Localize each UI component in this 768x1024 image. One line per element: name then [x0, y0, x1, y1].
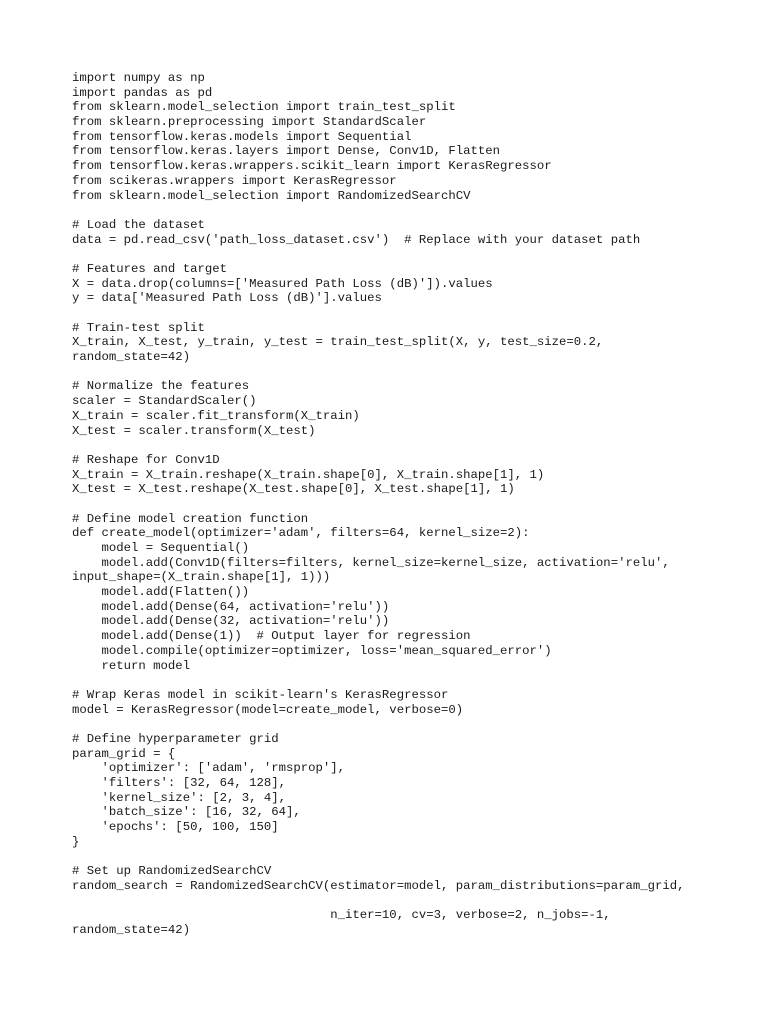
code-line: [72, 849, 685, 864]
code-line: # Features and target: [72, 261, 227, 276]
code-line: # Set up RandomizedSearchCV: [72, 864, 272, 879]
code-line: model.add(Dense(32, activation='relu')): [72, 614, 390, 629]
code-line: [72, 365, 685, 380]
code-line: from sklearn.model_selection import RandomizedSearchCV: [72, 188, 471, 203]
code-line: # Wrap Keras model in scikit-learn's KerasRegressor: [72, 687, 449, 702]
code-line: from tensorflow.keras.wrappers.scikit_learn import KerasRegressor: [72, 159, 552, 174]
code-line: n_iter=10, cv=3, verbose=2, n_jobs=-1,: [72, 908, 611, 923]
code-line: X_train, X_test, y_train, y_test = train_test_split(X, y, test_size=0.2,: [72, 335, 604, 350]
code-line: import numpy as np: [72, 71, 205, 85]
code-line: # Reshape for Conv1D: [72, 452, 220, 467]
code-line: 'filters': [32, 64, 128],: [72, 776, 287, 790]
code-line: model.add(Conv1D(filters=filters, kernel_size=kernel_size, activation='relu',: [72, 555, 670, 570]
code-line: 'epochs': [50, 100, 150]: [72, 820, 279, 835]
code-line: [72, 497, 685, 512]
code-line: model.add(Flatten()): [72, 585, 250, 600]
code-line: 'optimizer': ['adam', 'rmsprop'],: [72, 761, 346, 776]
code-line: model.add(Dense(64, activation='relu')): [72, 599, 390, 614]
code-line: # Train-test split: [72, 320, 205, 335]
code-line: # Normalize the features: [72, 379, 250, 394]
code-line: # Define model creation function: [72, 511, 309, 526]
code-line: X_test = scaler.transform(X_test): [72, 423, 316, 438]
code-listing: [72, 71, 685, 938]
code-line: from scikeras.wrappers import KerasRegressor: [72, 173, 397, 188]
code-line: [72, 438, 685, 453]
code-line: [72, 717, 685, 732]
code-line: model = Sequential(): [72, 541, 250, 555]
code-line: import pandas as pd: [72, 85, 213, 100]
code-line: [72, 673, 685, 688]
code-line: scaler = StandardScaler(): [72, 394, 257, 409]
code-line: from sklearn.preprocessing import StandardScaler: [72, 115, 427, 130]
code-line: y = data['Measured Path Loss (dB)'].values: [72, 291, 382, 306]
code-line: [72, 203, 685, 218]
code-line: random_search = RandomizedSearchCV(estimator=model, param_distributions=param_grid,: [72, 878, 685, 893]
code-line: X_test = X_test.reshape(X_test.shape[0], X_test.shape[1], 1): [72, 482, 515, 497]
code-line: input_shape=(X_train.shape[1], 1))): [72, 570, 331, 585]
code-line: data = pd.read_csv('path_loss_dataset.csv') # Replace with your dataset path: [72, 232, 641, 247]
code-line: from tensorflow.keras.layers import Dense, Conv1D, Flatten: [72, 144, 501, 159]
code-line: X_train = X_train.reshape(X_train.shape[0], X_train.shape[1], 1): [72, 467, 545, 482]
code-line: def create_model(optimizer='adam', filters=64, kernel_size=2):: [72, 526, 530, 541]
code-line: random_state=42): [72, 922, 191, 937]
code-line: model = KerasRegressor(model=create_model, verbose=0): [72, 702, 464, 717]
code-line: # Define hyperparameter grid: [72, 731, 279, 746]
code-line: X_train = scaler.fit_transform(X_train): [72, 408, 360, 423]
code-line: from tensorflow.keras.models import Sequential: [72, 129, 412, 144]
code-line: }: [72, 834, 80, 849]
code-line: [72, 306, 685, 321]
code-line: X = data.drop(columns=['Measured Path Loss (dB)']).values: [72, 276, 493, 291]
code-line: [72, 247, 685, 262]
code-line: # Load the dataset: [72, 217, 205, 232]
code-line: 'kernel_size': [2, 3, 4],: [72, 790, 287, 805]
code-line: 'batch_size': [16, 32, 64],: [72, 805, 301, 820]
code-line: return model: [72, 658, 191, 673]
code-line: [72, 894, 685, 909]
code-line: param_grid = {: [72, 746, 176, 761]
code-line: model.add(Dense(1)) # Output layer for regression: [72, 629, 471, 644]
code-line: from sklearn.model_selection import train_test_split: [72, 100, 456, 115]
code-line: random_state=42): [72, 350, 191, 365]
code-line: model.compile(optimizer=optimizer, loss='mean_squared_error'): [72, 643, 552, 658]
